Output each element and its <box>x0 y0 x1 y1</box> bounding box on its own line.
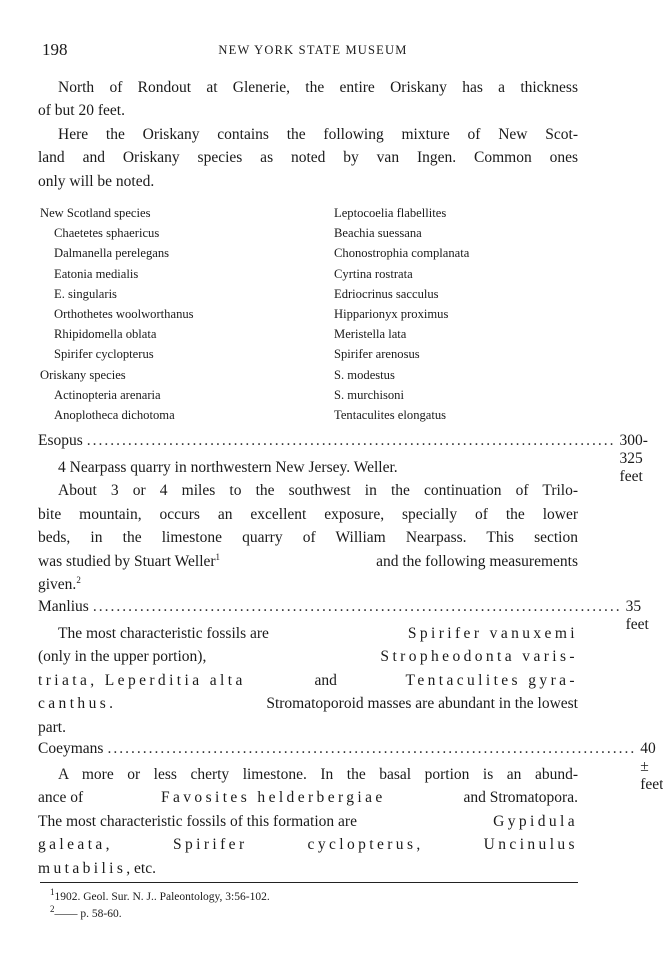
formation-thickness: 300-325 feet <box>619 432 648 485</box>
species-name: Stropheodonta varis- <box>380 648 578 666</box>
list-item: Spirifer arenosus <box>334 347 420 362</box>
text-line: beds, in the limestone quarry of William Nearpass. This section <box>38 529 578 547</box>
manlius-description <box>38 622 578 739</box>
text-span: (only in the upper portion), <box>38 648 207 666</box>
text-line: of but 20 feet. <box>38 102 125 120</box>
footnote-1 <box>50 889 270 905</box>
list-heading: Oriskany species <box>40 367 126 382</box>
text-line <box>38 786 578 809</box>
list-item: Beachia suessana <box>334 226 422 241</box>
formation-thickness: 40 ± feet <box>640 740 663 793</box>
list-heading: New Scotland species <box>40 206 151 220</box>
list-item: Rhipidomella oblata <box>54 327 157 342</box>
list-item: E. singularis <box>54 286 117 301</box>
text-line <box>38 645 578 668</box>
text-span: ance of <box>38 789 84 807</box>
species-name: Spirifer vanuxemi <box>407 625 578 642</box>
text-span: Stromatoporoid masses are abundant in the lowest <box>266 695 578 713</box>
list-item: Leptocoelia flabellites <box>334 206 447 220</box>
section-heading: 4 Nearpass quarry in northwestern New Jersey. Weller. <box>58 459 398 476</box>
species-name: Gypidula <box>493 812 578 830</box>
footnote-2 <box>50 906 122 922</box>
text-span: and the following measurements <box>376 552 578 570</box>
list-item: Actinopteria arenaria <box>54 387 161 402</box>
footnote-ref: 2 <box>76 574 81 585</box>
coeymans-description <box>38 763 578 880</box>
footnote-rule <box>40 882 578 883</box>
text-span: The most characteristic fossils of this formation are <box>38 812 357 830</box>
text-line: land and Oriskany species as noted by van Ingen. Common ones <box>38 149 578 167</box>
text-line <box>38 857 578 880</box>
text-span: given. <box>38 576 77 594</box>
text-line <box>38 622 578 645</box>
dot-leader: .......................................................................................... <box>86 432 616 449</box>
species-line: galeata, Spirifer cyclopterus, Uncinulus <box>38 836 578 854</box>
footnote-ref: 1 <box>215 551 221 562</box>
species-name: Favosites helderbergiae <box>160 789 386 807</box>
footnote-mark: 1 <box>50 887 55 898</box>
text-line: A more or less cherty limestone. In the basal portion is an abund- <box>58 766 578 783</box>
intro-paragraph <box>38 76 578 193</box>
list-item: Spirifer cyclopterus <box>54 347 154 362</box>
footnote-text: 1902. Geol. Sur. N. J.. Paleontology, 3:56-102. <box>54 891 270 903</box>
text-span: and <box>314 671 337 689</box>
text-line <box>38 692 578 715</box>
text-line: Here the Oriskany contains the following mixture of New Scot- <box>58 125 578 143</box>
text-span: and Stromatopora. <box>463 789 578 807</box>
text-span: The most characteristic fossils are <box>58 625 269 642</box>
list-item: Meristella lata <box>334 327 407 342</box>
text-line <box>38 810 578 833</box>
species-name: Tentaculites gyra- <box>405 671 578 689</box>
footnote-mark: 2 <box>50 904 55 915</box>
list-item: Chonostrophia complanata <box>334 246 470 261</box>
list-item: Tentaculites elongatus <box>334 408 447 423</box>
text-line <box>38 550 578 573</box>
text-line: bite mountain, occurs an excellent exposure, specially of the lower <box>38 505 578 523</box>
list-item: Hipparionyx proximus <box>334 307 449 322</box>
list-item: Cyrtina rostrata <box>334 266 413 281</box>
text-line: About 3 or 4 miles to the southwest in the continuation of Trilo- <box>58 482 578 500</box>
list-item: Eatonia medialis <box>54 266 139 281</box>
list-item: Orthothetes woolworthanus <box>54 307 194 322</box>
species-name: mutabilis <box>38 859 127 877</box>
list-item: S. murchisoni <box>334 387 404 402</box>
species-list-right <box>334 203 469 425</box>
footnote-text: —— p. 58-60. <box>54 908 122 920</box>
text-line: North of Rondout at Glenerie, the entire Oriskany has a thickness <box>58 79 578 96</box>
text-line <box>38 669 578 692</box>
text-span: was studied by Stuart Weller <box>38 552 216 570</box>
text-span: , etc. <box>126 859 156 877</box>
species-name: triata, Leperditia alta <box>38 671 246 689</box>
list-item: Edriocrinus sacculus <box>334 286 439 301</box>
list-item: Dalmanella perelegans <box>54 246 170 261</box>
page-number: 198 <box>42 40 68 59</box>
text-line: only will be noted. <box>38 172 155 190</box>
section-4-paragraph <box>38 456 578 596</box>
text-line: part. <box>38 718 66 736</box>
text-line <box>38 573 578 596</box>
dot-leader: .......................................................................................... <box>92 598 622 615</box>
running-title: NEW YORK STATE MUSEUM <box>218 43 408 57</box>
formation-thickness: 35 feet <box>625 598 649 633</box>
list-item: Chaetetes sphaericus <box>54 226 160 241</box>
formation-name: Esopus <box>38 432 83 449</box>
species-name: canthus. <box>38 695 117 713</box>
formation-name: Manlius <box>38 598 89 615</box>
dot-leader: .......................................................................................... <box>107 740 637 757</box>
species-list-left <box>40 203 194 425</box>
formation-name: Coeymans <box>38 740 104 757</box>
list-item: S. modestus <box>334 367 395 382</box>
list-item: Anoplotheca dichotoma <box>54 408 175 423</box>
